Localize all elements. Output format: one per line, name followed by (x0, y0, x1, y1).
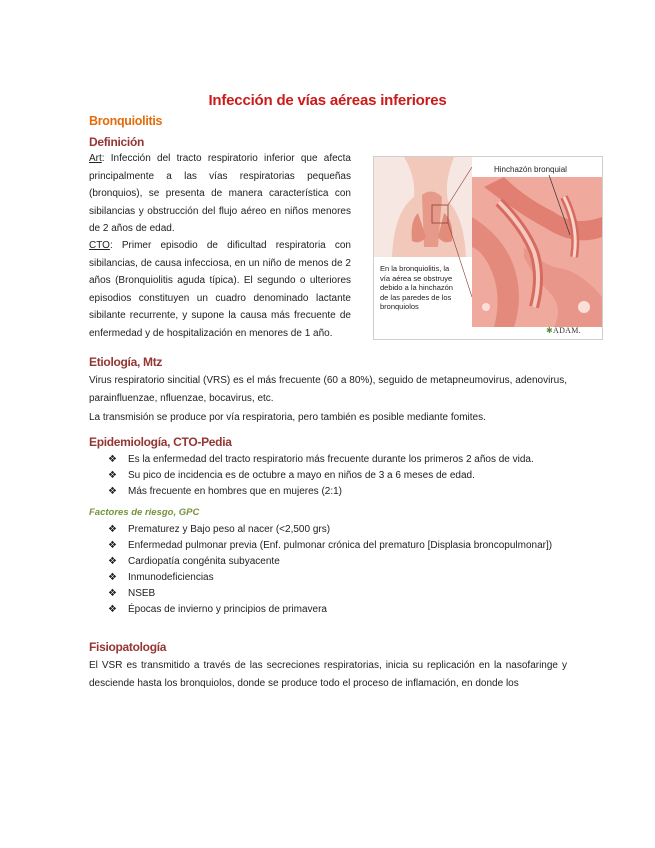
subheading-definicion: Definición (89, 135, 145, 149)
list-item: ❖ Es la enfermedad del tracto respiratorio más frecuente durante los primeros 2 años de vida. (108, 452, 568, 468)
bronchiolitis-figure (373, 156, 603, 340)
art-label: Art (89, 153, 102, 164)
list-item: ❖ Su pico de incidencia es de octubre a mayo en niños de 3 a 6 meses de edad. (108, 468, 568, 484)
diamond-bullet-icon: ❖ (108, 524, 117, 535)
definition-art-paragraph (89, 150, 351, 238)
list-item: ❖ NSEB (108, 586, 568, 602)
figure-brand (546, 326, 581, 335)
factores-list (108, 522, 568, 618)
subheading-epidemiologia: Epidemiología, CTO-Pedia (89, 435, 232, 449)
list-item: ❖ Cardiopatía congénita subyacente (108, 554, 568, 570)
art-text: : Infección del tracto respiratorio inferior que afecta principalmente a las vías respiratorias pequeñas (bronquios), se presenta de manera característica con sibilancias y obstrucción del flujo aéreo en niños menores de 2 años de edad. (89, 153, 351, 234)
list-item: ❖ Más frecuente en hombres que en mujeres (2:1) (108, 484, 568, 500)
cto-label: CTO (89, 240, 110, 251)
diamond-bullet-icon: ❖ (108, 486, 117, 497)
diamond-bullet-icon: ❖ (108, 470, 117, 481)
subheading-factores-riesgo: Factores de riesgo, GPC (89, 507, 200, 518)
figure-brand-text: ADAM. (553, 326, 581, 335)
fisiopatologia-paragraph: El VSR es transmitido a través de las secreciones respiratorias, inicia su replicación en la nasofaringe y desciende hasta los bronquiolos, donde se produce todo el proceso de inflamación, en donde los (89, 660, 567, 689)
definition-cto-paragraph (89, 237, 351, 342)
figure-top-label: Hinchazón bronquial (494, 165, 567, 174)
list-item: ❖ Enfermedad pulmonar previa (Enf. pulmonar crónica del prematuro [Displasia broncopulmonar]) (108, 538, 568, 554)
diamond-bullet-icon: ❖ (108, 572, 117, 583)
list-item: ❖ Prematurez y Bajo peso al nacer (<2,500 grs) (108, 522, 568, 538)
page-title: Infección de vías aéreas inferiores (208, 92, 447, 109)
figure-caption: En la bronquiolitis, la vía aérea se obstruye debido a la hinchazón de las paredes de los bronquiolos (380, 264, 453, 312)
etiologia-paragraph-1: Virus respiratorio sincitial (VRS) es el más frecuente (60 a 80%), seguido de metapneumovirus, adenovirus, parainfluenzae, nfluenzae, bocavirus, etc. (89, 375, 567, 404)
list-item: ❖ Épocas de invierno y principios de primavera (108, 602, 568, 618)
diamond-bullet-icon: ❖ (108, 588, 117, 599)
epidemiologia-list (108, 452, 568, 500)
diamond-bullet-icon: ❖ (108, 604, 117, 615)
diamond-bullet-icon: ❖ (108, 556, 117, 567)
list-item: ❖ Inmunodeficiencias (108, 570, 568, 586)
brand-star-icon: ✱ (546, 326, 554, 335)
cto-text: : Primer episodio de dificultad respiratoria con sibilancias, de causa infecciosa, en un niño de menos de 2 años (Bronquiolitis aguda típica). El segundo o ulteriores episodios constituyen un cuadro denominado lactante sibilante recurrente, y supone la causa más frecuente de enfermedad y de hospitalización en menores de 1 año. (89, 240, 351, 339)
etiologia-paragraph-2: La transmisión se produce por vía respiratoria, pero también es posible mediante fomites. (89, 412, 486, 423)
section-heading-bronquiolitis: Bronquiolitis (89, 114, 163, 128)
subheading-etiologia: Etiología, Mtz (89, 355, 163, 369)
subheading-fisiopatologia: Fisiopatología (89, 640, 167, 654)
diamond-bullet-icon: ❖ (108, 454, 117, 465)
diamond-bullet-icon: ❖ (108, 540, 117, 551)
